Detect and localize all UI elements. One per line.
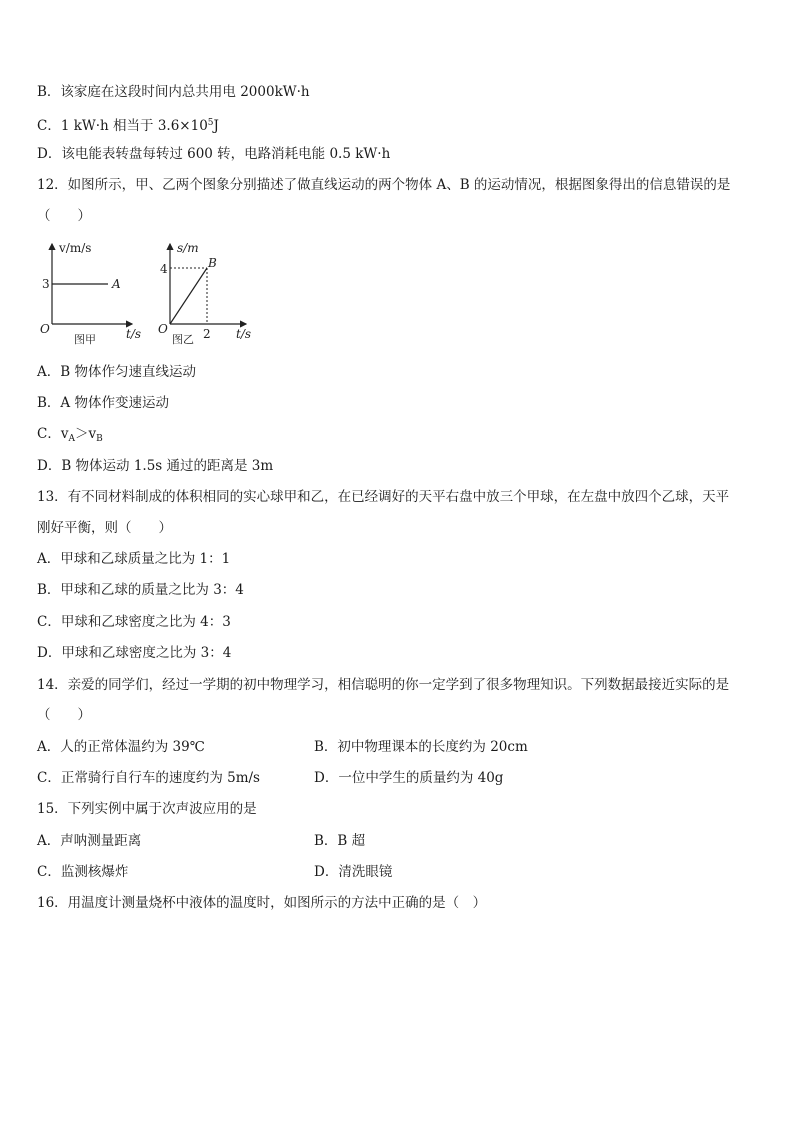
q14-option-d: D．一位中学生的质量约为 40g bbox=[314, 770, 504, 786]
graph-yi-origin: O bbox=[158, 322, 168, 336]
graph-yi-point-label: B bbox=[208, 256, 217, 270]
graph-jia-y-label: v/m/s bbox=[59, 241, 92, 255]
q15-option-a: A．声呐测量距离 bbox=[37, 833, 142, 849]
q16-stem: 16．用温度计测量烧杯中液体的温度时，如图所示的方法中正确的是（ ） bbox=[37, 895, 487, 911]
q12-option-b: B．A 物体作变速运动 bbox=[37, 395, 169, 411]
q15-stem: 15．下列实例中属于次声波应用的是 bbox=[37, 801, 257, 817]
graph-jia-line-label: A bbox=[112, 277, 121, 291]
q12-option-d: D．B 物体运动 1.5s 通过的距离是 3m bbox=[37, 458, 274, 474]
q12-option-c-compare: ＞v bbox=[74, 426, 97, 442]
q11-option-c-unit: J bbox=[213, 118, 219, 134]
q14-option-a: A．人的正常体温约为 39℃ bbox=[37, 739, 205, 755]
q12-option-a: A．B 物体作匀速直线运动 bbox=[37, 364, 196, 380]
graph-jia-tick-y: 3 bbox=[42, 277, 50, 291]
q13-stem-line1: 13．有不同材料制成的体积相同的实心球甲和乙，在已经调好的天平右盘中放三个甲球，在左盘中放四个乙球，天平 bbox=[37, 489, 730, 505]
graph-yi-line-b bbox=[170, 268, 207, 324]
graph-yi bbox=[156, 238, 252, 350]
q14-option-c: C．正常骑行自行车的速度约为 5m/s bbox=[37, 770, 260, 786]
graph-yi-tick-x: 2 bbox=[203, 327, 211, 341]
q15-option-c: C．监测核爆炸 bbox=[37, 864, 129, 880]
q11-option-d: D．该电能表转盘每转过 600 转，电路消耗电能 0.5 kW·h bbox=[37, 146, 391, 162]
q11-option-b: B．该家庭在这段时间内总共用电 2000kW·h bbox=[37, 84, 310, 100]
graph-yi-y-label: s/m bbox=[177, 241, 199, 255]
q15-option-b: B．B 超 bbox=[314, 833, 366, 849]
q12-option-c-sub-a: A bbox=[68, 434, 75, 444]
graph-yi-caption: 图乙 bbox=[172, 333, 194, 346]
q13-option-c: C．甲球和乙球密度之比为 4：3 bbox=[37, 614, 231, 630]
q12-answer-paren: （ ） bbox=[37, 208, 91, 224]
q11-option-c-exponent: 5 bbox=[207, 118, 214, 128]
q15-option-d: D．清洗眼镜 bbox=[314, 864, 393, 880]
q13-option-a: A．甲球和乙球质量之比为 1：1 bbox=[37, 551, 231, 567]
q14-answer-paren: （ ） bbox=[37, 707, 91, 723]
graph-yi-x-label: t/s bbox=[236, 327, 252, 341]
q13-stem-line2: 刚好平衡，则（ ） bbox=[37, 520, 172, 536]
graph-jia-x-label: t/s bbox=[126, 327, 142, 341]
q13-option-d: D．甲球和乙球密度之比为 3：4 bbox=[37, 645, 232, 661]
q13-option-b: B．甲球和乙球的质量之比为 3：4 bbox=[37, 582, 244, 598]
q12-option-c bbox=[37, 425, 103, 448]
graph-jia bbox=[36, 238, 154, 350]
graph-jia-origin: O bbox=[40, 322, 50, 336]
q11-option-c bbox=[37, 114, 219, 135]
q12-stem: 12．如图所示，甲、乙两个图象分别描述了做直线运动的两个物体 A、B 的运动情况，根据图象得出的信息错误的是 bbox=[37, 177, 731, 193]
graph-jia-caption: 图甲 bbox=[74, 333, 96, 346]
q14-stem: 14．亲爱的同学们，经过一学期的初中物理学习，相信聪明的你一定学到了很多物理知识。下列数据最接近实际的是 bbox=[37, 677, 730, 693]
q12-option-c-sub-b: B bbox=[96, 434, 103, 444]
q14-option-b: B．初中物理课本的长度约为 20cm bbox=[314, 739, 528, 755]
q12-option-c-text: C．v bbox=[37, 426, 69, 442]
graph-yi-tick-y: 4 bbox=[160, 262, 168, 276]
q11-option-c-text: C．1 kW·h 相当于 3.6×10 bbox=[37, 118, 208, 134]
